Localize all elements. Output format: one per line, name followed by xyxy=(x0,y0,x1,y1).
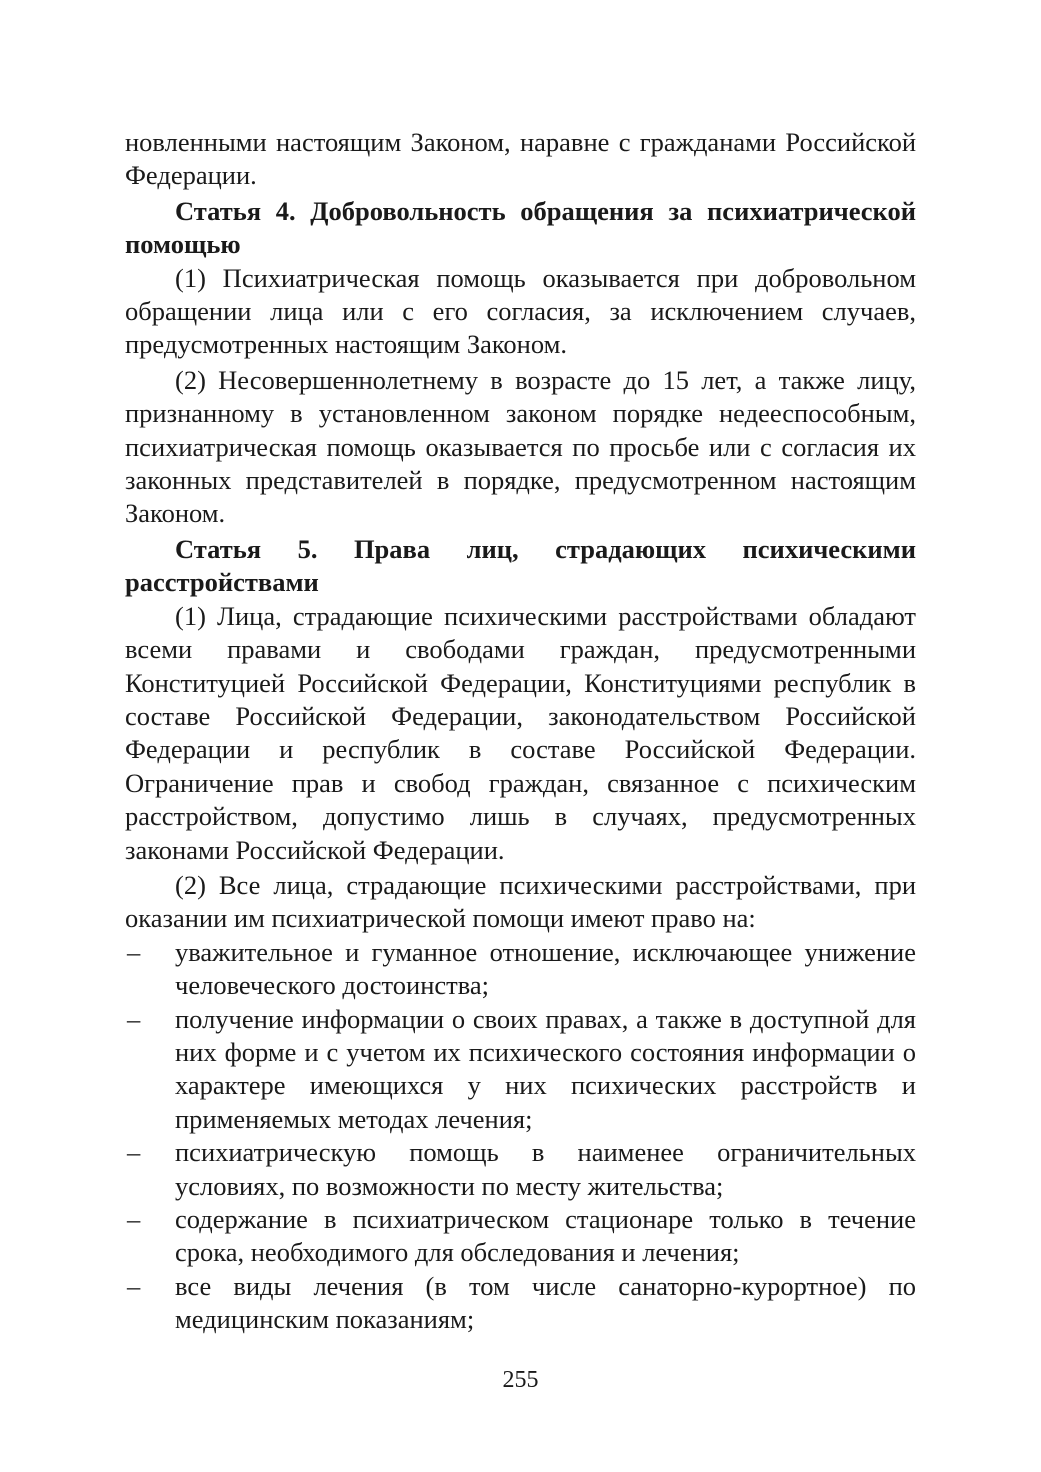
dash-marker: – xyxy=(127,1003,141,1034)
article-4-heading: Статья 4. Добровольность обращения за психиатрической помощью xyxy=(125,195,916,260)
page-body xyxy=(125,126,916,1337)
dash-marker: – xyxy=(127,936,141,967)
article-4-paragraph-2: (2) Несовершеннолетнему в возрасте до 15 лет, а также лицу, признанному в установленном законом порядке недееспособным, психиатрическая помощь оказывается по просьбе или с согласия их законных представителей в порядке, предусмотренном настоящим Законом. xyxy=(125,364,916,529)
article-4-paragraph-1: (1) Психиатрическая помощь оказывается при добровольном обращении лица или с его согласия, за исключением случаев, предусмотренных настоящим Законом. xyxy=(125,262,916,360)
dash-marker: – xyxy=(127,1137,141,1168)
article-5-paragraph-2: (2) Все лица, страдающие психическими расстройствами, при оказании им психиатрической помощи имеют право на: xyxy=(125,869,916,934)
list-item xyxy=(125,1136,916,1203)
list-item-text: получение информации о своих правах, а также в доступной для них форме и с учетом их психического состояния информации о характере имеющихся у них психических расстройств и применяемых методах лечения; xyxy=(175,1003,916,1134)
page-number: 255 xyxy=(502,1367,539,1393)
list-item xyxy=(125,1270,916,1337)
dash-marker: – xyxy=(127,1270,141,1301)
list-item xyxy=(125,1003,916,1137)
list-item xyxy=(125,1203,916,1270)
list-item-text: психиатрическую помощь в наименее ограничительных условиях, по возможности по месту жительства; xyxy=(175,1137,916,1201)
list-item-text: уважительное и гуманное отношение, исключающее унижение человеческого достоинства; xyxy=(175,936,916,1001)
article-5-paragraph-1: (1) Лица, страдающие психическими расстройствами обладают всеми правами и свободами граждан, предусмотренными Конституцией Российской Федерации, Конституциями республик в составе Российской Федерации, законодательством Российской Федерации и республик в составе Российской Федерации. Ограничение прав и свобод граждан, связанное с психическим расстройством, допустимо лишь в случаях, предусмотренных законами Российской Федерации. xyxy=(125,600,916,865)
list-item-text: содержание в психиатрическом стационаре только в течение срока, необходимого для обследования и лечения; xyxy=(175,1204,916,1268)
list-item-text: все виды лечения (в том числе санаторно-курортное) по медицинским показаниям; xyxy=(175,1270,916,1335)
intro-paragraph: новленными настоящим Законом, наравне с гражданами Российской Федерации. xyxy=(125,127,916,191)
rights-list xyxy=(125,936,916,1337)
article-5-heading: Статья 5. Права лиц, страдающих психическими расстройствами xyxy=(125,533,916,598)
list-item xyxy=(125,936,916,1003)
dash-marker: – xyxy=(127,1204,141,1234)
